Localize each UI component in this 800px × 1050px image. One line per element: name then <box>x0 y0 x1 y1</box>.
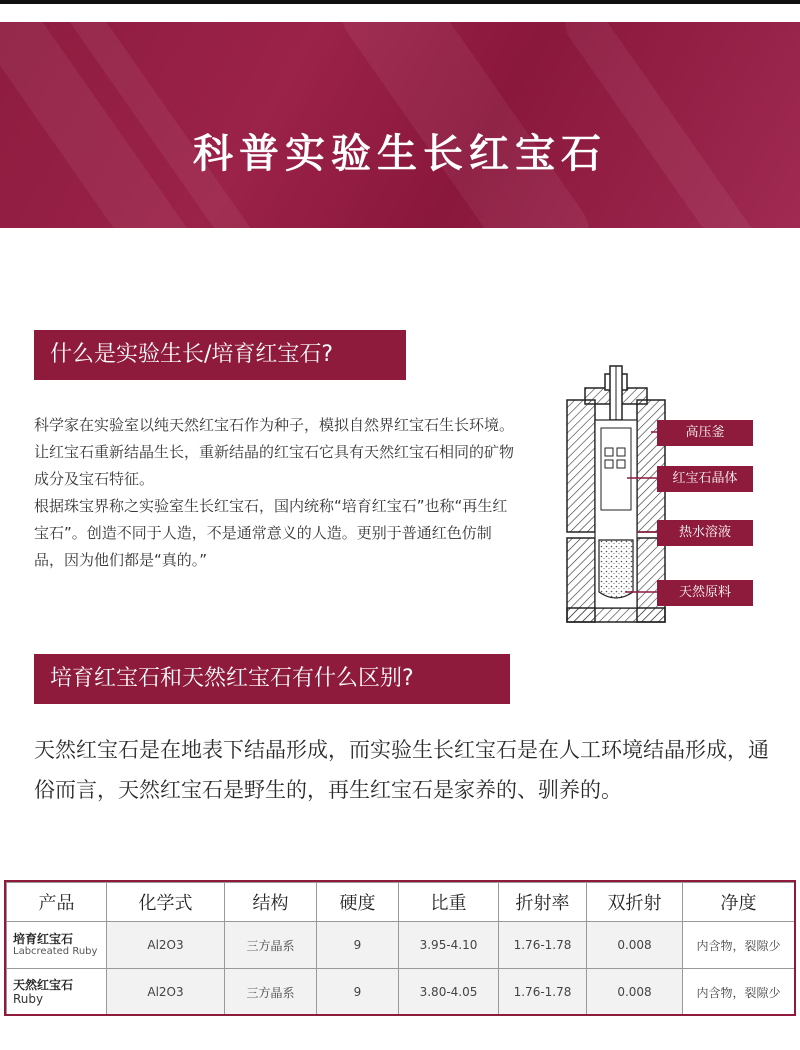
section-heading-what-is: 什么是实验生长/培育红宝石? <box>34 330 406 380</box>
top-divider <box>0 0 800 4</box>
cell-structure: 三方晶系 <box>225 969 317 1016</box>
property-comparison-table <box>6 882 795 1016</box>
cell-structure: 三方晶系 <box>225 922 317 969</box>
cell-clarity: 内含物，裂隙少 <box>683 922 795 969</box>
product-name-en: Ruby <box>13 992 44 1006</box>
section-heading-difference: 培育红宝石和天然红宝石有什么区别? <box>34 654 510 704</box>
header-clarity: 净度 <box>683 883 795 922</box>
cell-birefringence: 0.008 <box>587 969 683 1016</box>
cell-gravity: 3.95-4.10 <box>399 922 499 969</box>
cell-product <box>7 969 107 1016</box>
label-hydrothermal-solution: 热水溶液 <box>657 520 753 546</box>
header-hardness: 硬度 <box>317 883 399 922</box>
header-formula: 化学式 <box>107 883 225 922</box>
cell-formula: Al2O3 <box>107 969 225 1016</box>
cell-hardness: 9 <box>317 969 399 1016</box>
product-name-en: Labcreated Ruby <box>13 946 98 957</box>
cell-refraction: 1.76-1.78 <box>499 969 587 1016</box>
label-ruby-crystal: 红宝石晶体 <box>657 466 753 492</box>
table-header-row <box>7 883 795 922</box>
title-banner <box>0 22 800 228</box>
cell-hardness: 9 <box>317 922 399 969</box>
header-gravity: 比重 <box>399 883 499 922</box>
product-name-zh: 天然红宝石 <box>13 978 74 992</box>
label-natural-raw-material: 天然原料 <box>657 580 753 606</box>
header-birefringence: 双折射 <box>587 883 683 922</box>
label-autoclave: 高压釜 <box>657 420 753 446</box>
cell-refraction: 1.76-1.78 <box>499 922 587 969</box>
page-title: 科普实验生长红宝石 <box>193 131 607 177</box>
cell-birefringence: 0.008 <box>587 922 683 969</box>
product-name-zh: 培育红宝石 <box>13 932 74 946</box>
intro-paragraph-2: 根据珠宝界称之实验室生长红宝石，国内统称“培育红宝石”也称“再生红宝石”。创造不同于人造，不是通常意义的人造。更别于普通红色仿制品，因为他们都是“真的。” <box>34 497 508 569</box>
cell-product <box>7 922 107 969</box>
header-structure: 结构 <box>225 883 317 922</box>
header-product: 产品 <box>7 883 107 922</box>
autoclave-diagram <box>555 360 795 630</box>
cell-clarity: 内含物，裂隙少 <box>683 969 795 1016</box>
table-row <box>7 969 795 1016</box>
intro-paragraph-1: 科学家在实验室以纯天然红宝石作为种子，模拟自然界红宝石生长环境。让红宝石重新结晶生长，重新结晶的红宝石它具有天然红宝石相同的矿物成分及宝石特征。 <box>34 416 515 488</box>
cell-gravity: 3.80-4.05 <box>399 969 499 1016</box>
table-row <box>7 922 795 969</box>
difference-text: 天然红宝石是在地表下结晶形成，而实验生长红宝石是在人工环境结晶形成，通俗而言，天然红宝石是野生的，再生红宝石是家养的、驯养的。 <box>34 738 769 802</box>
header-refraction: 折射率 <box>499 883 587 922</box>
intro-text <box>34 412 514 574</box>
cell-formula: Al2O3 <box>107 922 225 969</box>
